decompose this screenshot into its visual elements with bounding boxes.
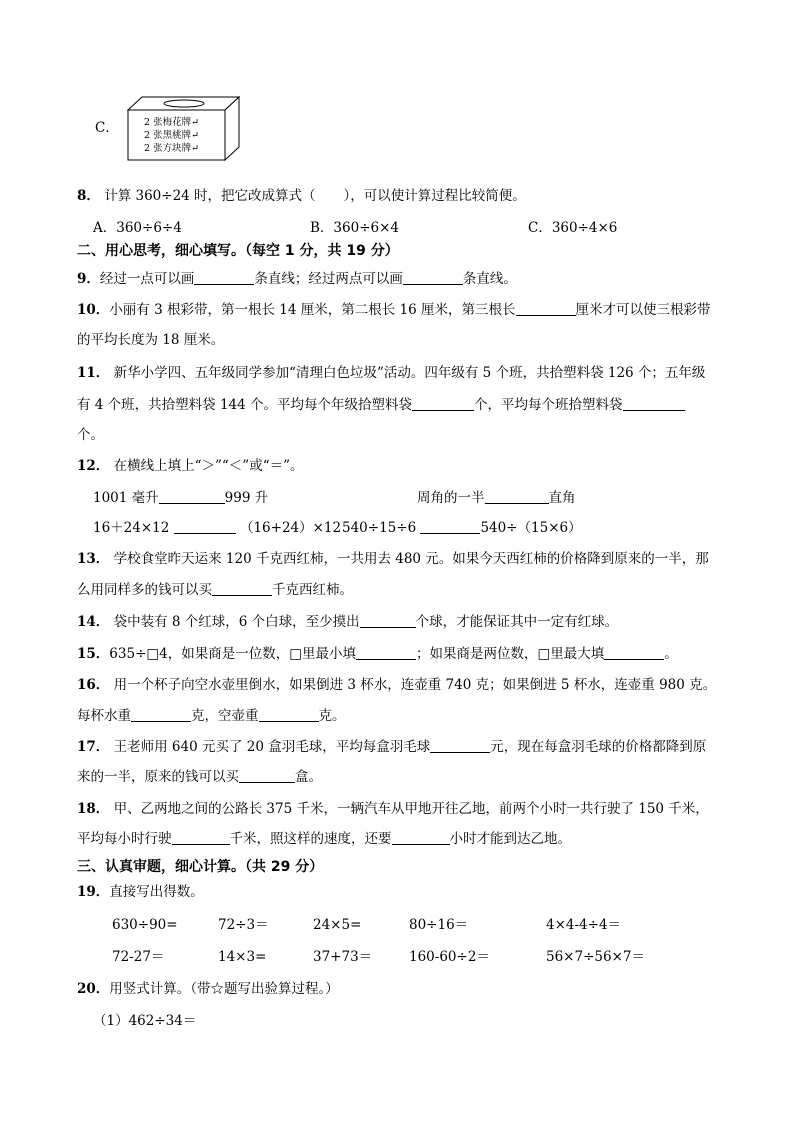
q15-blank-1[interactable] (356, 645, 416, 660)
q17-text-1a: 王老师用 640 元买了 20 盒羽毛球，平均每盒羽毛球 (113, 739, 431, 755)
q17-number: 17． (77, 739, 110, 755)
q11-text-2a: 有 4 个班，共拾塑料袋 144 个。平均每个年级拾塑料袋 (77, 397, 413, 413)
q12-r1c1 (93, 489, 268, 507)
q14-text-a: 袋中装有 8 个红球，6 个白球，至少摸出 (113, 614, 360, 630)
q15-text-b: ；如果商是两位数，□里最大填 (415, 646, 605, 662)
q7-option-c (95, 119, 119, 137)
section-2-title: 二、用心思考，细心填写。（每空 1 分，共 19 分） (77, 243, 399, 259)
q9-text-c: 条直线。 (462, 271, 517, 287)
q17-line-2 (77, 768, 322, 786)
q15-number: 15． (77, 646, 110, 662)
q16-text-1: 用一个杯子向空水壶里倒水，如果倒进 3 杯水，连壶重 740 克；如果倒进 5 杯水，连壶重 980 克。 (113, 677, 717, 693)
q17-blank-1[interactable] (430, 738, 490, 753)
q11-line-1 (77, 364, 705, 382)
q13-blank[interactable] (212, 581, 272, 596)
q16-blank-2[interactable] (259, 707, 319, 722)
box-label-line-2: 2 张黑桃牌↵ (144, 130, 200, 141)
q13-text-2a: 么用同样多的钱可以买 (77, 582, 212, 598)
q17-text-1b: 元，现在每盒羽毛球的价格都降到原 (490, 739, 707, 755)
q14-number: 14． (77, 614, 110, 630)
q8-text-a: 计算 360÷24 时，把它改成算式（ (104, 188, 316, 204)
q19-r2-item-4: 160-60÷2＝ (409, 949, 490, 965)
box-label (144, 116, 199, 155)
q8-text-b: ），可以使计算过程比较简便。 (343, 188, 526, 204)
q18-text-2b: 千米，照这样的速度，还要 (229, 831, 392, 847)
q12-stem (77, 457, 304, 475)
q12-r2c2-b: 540÷（15×6） (480, 520, 582, 536)
q18-text-2a: 平均每小时行驶 (77, 831, 172, 847)
q15-text-a: 635÷□4，如果商是一位数，□里最小填 (109, 646, 356, 662)
box-label-line-1: 2 张梅花牌↵ (144, 117, 200, 128)
q16-number: 16． (77, 677, 110, 693)
q14-blank[interactable] (360, 613, 416, 628)
q9-number: 9． (77, 271, 100, 287)
q10-blank[interactable] (516, 301, 576, 316)
q8-option-c: C．360÷4×6 (528, 220, 618, 236)
q19-r2-item-2: 14×3= (218, 949, 267, 965)
q9-text-a: 经过一点可以画 (99, 271, 195, 287)
q12-r2c1-b: （16+24）×12 (239, 520, 342, 536)
q12-r1c2-a: 周角的一半 (417, 490, 485, 506)
q17-text-2a: 来的一半，原来的钱可以买 (77, 769, 239, 785)
q10-line-2: 的平均长度为 18 厘米。 (77, 332, 225, 348)
q12-r2c1 (93, 519, 341, 537)
q15-text-c: 。 (664, 646, 678, 662)
q13-number: 13． (77, 551, 110, 567)
q10-text-a: 小丽有 3 根彩带，第一根长 14 厘米，第二根长 16 厘米，第三根长 (109, 302, 516, 318)
q11-line-2 (77, 396, 685, 414)
q18-text-2c: 小时才能到达乙地。 (449, 831, 571, 847)
q11-blank-1[interactable] (412, 396, 474, 411)
q8-option-b: B．360÷6×4 (310, 220, 399, 236)
box-figure (126, 96, 241, 162)
q8-option-a: A．360÷6÷4 (93, 220, 182, 236)
q12-blank-1[interactable] (159, 489, 225, 504)
q13-line-2 (77, 581, 353, 599)
q18-line-2 (77, 830, 571, 848)
q12-r1c1-a: 1001 毫升 (93, 490, 159, 506)
section-3-title: 三、认真审题，细心计算。（共 29 分） (77, 859, 324, 875)
q12-r2c2 (342, 519, 582, 537)
q8-number: 8． (77, 188, 100, 204)
q13-text-2b: 千克西红柿。 (272, 582, 353, 598)
q14-text-b: 个球，才能保证其中一定有红球。 (415, 614, 619, 630)
q12-r1c2-b: 直角 (548, 490, 576, 506)
q12-r1c2 (417, 489, 576, 507)
q9-text-b: 条直线；经过两点可以画 (254, 271, 403, 287)
q19-r2-item-3: 37+73＝ (313, 949, 373, 965)
q13-text-1: 学校食堂昨天运来 120 千克西红柿，一共用去 480 元。如果今天西红柿的价格降到原来的一半，那 (113, 551, 709, 567)
q15-blank-2[interactable] (604, 645, 664, 660)
q11-text-2b: 个，平均每个班拾塑料袋 (474, 397, 623, 413)
q19-text: 直接写出得数。 (109, 884, 204, 900)
q7-option-c-label: C． (95, 120, 119, 136)
q12-blank-3[interactable] (174, 519, 236, 534)
q16-line-1 (77, 676, 716, 694)
q19-r2-item-5: 56×7÷56×7＝ (546, 949, 645, 965)
q10-line-1 (77, 301, 711, 319)
q11-text-1: 新华小学四、五年级同学参加“清理白色垃圾”活动。四年级有 5 个班，共拾塑料袋 126 个；五年级 (113, 365, 706, 381)
q12-number: 12． (77, 458, 110, 474)
q12-blank-2[interactable] (485, 489, 549, 504)
q12-blank-4[interactable] (420, 519, 480, 534)
q18-blank-2[interactable] (392, 830, 450, 845)
q17-text-2b: 盒。 (295, 769, 322, 785)
q19-number: 19． (77, 884, 110, 900)
q12-r1c1-b: 999 升 (224, 490, 269, 506)
q11-blank-2[interactable] (623, 396, 685, 411)
q18-line-1 (77, 800, 709, 818)
q20-stem (77, 980, 339, 998)
q18-number: 18． (77, 801, 110, 817)
q9-blank-1[interactable] (194, 270, 254, 285)
q12-r2c2-a: 540÷15÷6 (342, 520, 417, 536)
q18-text-1: 甲、乙两地之间的公路长 375 千米，一辆汽车从甲地开往乙地，前两个小时一共行驶了 150 千米， (113, 801, 709, 817)
q9-blank-2[interactable] (403, 270, 463, 285)
q19-r2-item-1: 72-27＝ (112, 949, 165, 965)
box-label-line-3: 2 张方块牌↵ (144, 143, 200, 154)
q10-number: 10． (77, 302, 110, 318)
q17-line-1 (77, 738, 706, 756)
q19-r1-item-2: 72÷3＝ (218, 917, 269, 933)
q19-stem (77, 883, 204, 901)
q19-r1-item-1: 630÷90= (112, 917, 178, 933)
q20-item-1: （1）462÷34＝ (93, 1013, 197, 1029)
q19-r1-item-4: 80÷16＝ (409, 917, 469, 933)
q16-text-2b: 克，空壶重 (191, 708, 259, 724)
q16-blank-1[interactable] (131, 707, 191, 722)
q14 (77, 613, 618, 631)
q19-r1-item-5: 4×4-4÷4＝ (546, 917, 622, 933)
q12-text: 在横线上填上“＞”“＜”或“＝”。 (113, 458, 304, 474)
q16-text-2c: 克。 (318, 708, 346, 724)
q9 (77, 270, 517, 288)
q13-line-1 (77, 550, 709, 568)
q15 (77, 645, 678, 663)
q16-text-2a: 每杯水重 (77, 708, 131, 724)
q20-text: 用竖式计算。（带☆题写出验算过程。） (109, 981, 339, 997)
q11-line-3: 个。 (77, 427, 104, 443)
q12-r2c1-a: 16＋24×12 (93, 520, 170, 536)
q10-text-b: 厘米才可以使三根彩带 (575, 302, 711, 318)
q16-line-2 (77, 707, 346, 725)
q11-number: 11． (77, 365, 110, 381)
q8-stem (77, 187, 526, 205)
q19-r1-item-3: 24×5= (313, 917, 362, 933)
q18-blank-1[interactable] (172, 830, 230, 845)
q20-number: 20． (77, 981, 110, 997)
q17-blank-2[interactable] (239, 768, 295, 783)
